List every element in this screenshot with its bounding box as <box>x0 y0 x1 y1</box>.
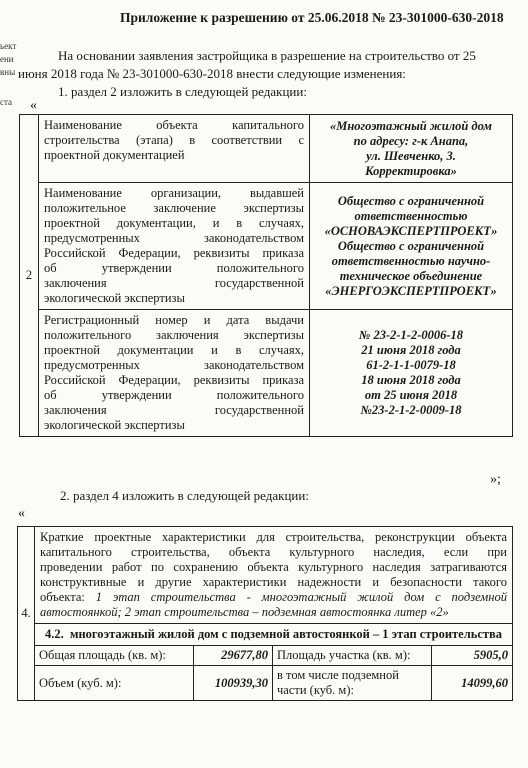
desc-line: Краткие проектные характеристики для строительства, реконструкции объекта <box>40 530 507 544</box>
value-line: 18 июня 2018 года <box>361 373 461 387</box>
row-label <box>39 115 310 183</box>
desc-stages: 1 этап строительства - многоэтажный жилой дом с подземной автостоянкой; 2 этап строительства – подземная автостоянка литер «2» <box>40 590 507 619</box>
value-line: 61-2-1-1-0079-18 <box>366 358 456 372</box>
label-line: положительного заключения экспертизы <box>44 328 304 342</box>
value-line: ул. Шевченко, 3. <box>366 148 456 163</box>
document-header: Приложение к разрешению от 25.06.2018 № 23-301000-630-2018 <box>120 10 504 25</box>
section-number: 4. <box>18 527 35 701</box>
open-quote: « <box>30 98 37 113</box>
label-line: заключения государственной <box>44 403 304 417</box>
label-line: предусмотренных законодательством <box>44 231 304 245</box>
value-line: Общество с ограниченной <box>337 193 485 208</box>
margin-fragment: ени <box>0 54 14 64</box>
table-row <box>18 646 513 666</box>
cell-label: Общая площадь (кв. м): <box>35 646 194 666</box>
table-row <box>18 666 513 701</box>
subsection-number: 4.2. <box>44 627 64 641</box>
label-line: проектной документации и в случаях, <box>44 343 304 357</box>
table-row <box>20 183 513 310</box>
value-line: №23-2-1-2-0009-18 <box>360 403 462 417</box>
section-2-table <box>19 114 513 437</box>
desc-prefix: объекта: <box>40 590 96 604</box>
cell-label: Площадь участка (кв. м): <box>273 646 432 666</box>
desc-line: конструктивные и другие характеристики надежности и безопасности такого <box>40 575 507 589</box>
item-2: 2. раздел 4 изложить в следующей редакции: <box>60 488 309 503</box>
label-line: строительства (этапа) в соответствии с <box>44 133 304 147</box>
label-line: проектной документации, и в случаях, <box>44 216 304 230</box>
label-line: об утверждении положительного <box>44 388 304 402</box>
value-line: от 25 июня 2018 <box>364 388 458 402</box>
label-line: Российской Федерации, реквизиты приказа <box>44 246 304 260</box>
value-line: 21 июня 2018 года <box>361 343 461 357</box>
cell-value: 14099,60 <box>432 666 513 701</box>
cell-label: в том числе подземной части (куб. м): <box>273 666 432 701</box>
value-line: «ЭНЕРГОЭКСПЕРТПРОЕКТ» <box>325 283 497 298</box>
cell-value: 100939,30 <box>194 666 273 701</box>
label-line: экологической экспертизы <box>44 291 185 305</box>
value-line: № 23-2-1-2-0006-18 <box>358 328 464 342</box>
label-line: Наименование объекта капитального <box>44 118 304 132</box>
cell-value: 29677,80 <box>194 646 273 666</box>
value-line: ответственностью <box>354 208 468 223</box>
value-line: Общество с ограниченной <box>337 238 485 253</box>
intro-item-1: 1. раздел 2 изложить в следующей редакции: <box>58 84 307 99</box>
value-line: «ОСНОВАЭКСПЕРТПРОЕКТ» <box>324 223 498 238</box>
desc-line: капитального строительства, объекта культурного наследия, если при <box>40 545 507 559</box>
table-row <box>18 624 513 646</box>
label-line: Российской Федерации, реквизиты приказа <box>44 373 304 387</box>
label-line: Регистрационный номер и дата выдачи <box>44 313 304 327</box>
value-line: «Многоэтажный жилой дом <box>330 118 492 133</box>
row-value <box>310 183 513 310</box>
margin-fragment: вны <box>0 67 16 77</box>
cell-label: Объем (куб. м): <box>35 666 194 701</box>
label-line: предусмотренных законодательством <box>44 358 304 372</box>
label-line: об утверждении положительного <box>44 261 304 275</box>
section-4-table <box>17 526 513 701</box>
value-line: Корректировка» <box>365 163 457 178</box>
value-line: по адресу: г-к Анапа, <box>353 133 469 148</box>
row-value <box>310 115 513 183</box>
subsection-heading <box>35 624 513 646</box>
section-description <box>35 527 513 624</box>
open-quote-2: « <box>18 506 25 521</box>
row-value <box>310 310 513 437</box>
label-line: положительное заключение экспертизы <box>44 201 304 215</box>
intro-line-2: июня 2018 года № 23-301000-630-2018 внести следующие изменения: <box>18 66 406 81</box>
label-line: экологической экспертизы <box>44 418 185 432</box>
section-number: 2 <box>20 115 39 437</box>
value-line: техническое объединение <box>339 268 483 283</box>
label-line: заключения государственной <box>44 276 304 290</box>
margin-fragment: ьект <box>0 41 17 51</box>
row-label <box>39 310 310 437</box>
margin-fragment: ста <box>0 97 13 107</box>
desc-line: проведении работ по сохранению объекта культурного наследия затрагиваются <box>40 560 507 574</box>
row-label <box>39 183 310 310</box>
intro-line-1: На основании заявления застройщика в разрешение на строительство от 25 <box>58 48 476 63</box>
label-line: проектной документацией <box>44 148 185 162</box>
table-row <box>20 115 513 183</box>
cell-value: 5905,0 <box>432 646 513 666</box>
close-quote: »; <box>490 472 501 487</box>
table-row <box>18 527 513 624</box>
subsection-title: многоэтажный жилой дом с подземной автостоянкой – 1 этап строительства <box>69 627 503 641</box>
value-line: ответственностью научно- <box>331 253 491 268</box>
table-row <box>20 310 513 437</box>
label-line: Наименование организации, выдавшей <box>44 186 304 200</box>
